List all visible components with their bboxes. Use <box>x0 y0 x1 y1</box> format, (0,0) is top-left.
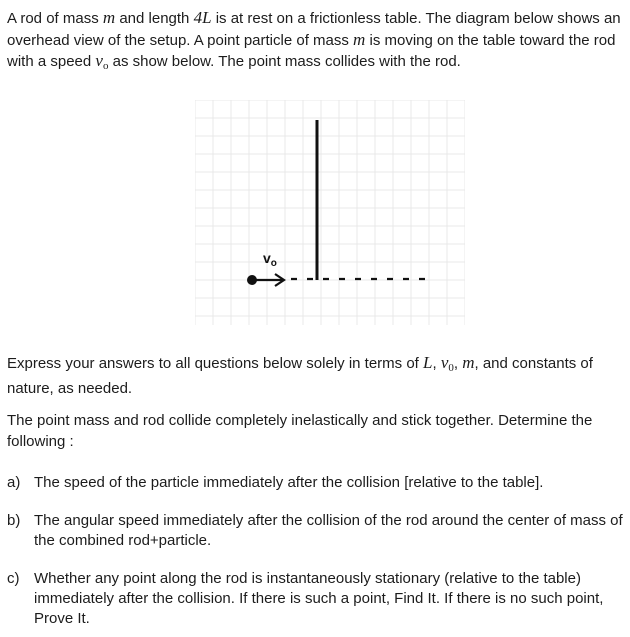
scenario: The point mass and rod collide completely inelastically and stick together. Determine the following : <box>7 412 593 450</box>
instructions: Express your answers to all questions below solely in terms of L, $v_0$, m, and constants of nature, as needed. <box>7 353 593 397</box>
length-symbol: 4L <box>193 8 212 27</box>
overhead-diagram <box>195 100 465 325</box>
grid <box>195 100 465 325</box>
speed-symbol: v <box>95 51 103 70</box>
mass-symbol: m <box>353 29 366 49</box>
problem-intro: A rod of mass m and length 4L is at rest on a frictionless table. The diagram below shows an overhead view of the setup. A point particle of mass m is moving on the table toward the rod with a speed $v_o$ as show below. The point mass collides with the rod. <box>7 8 621 72</box>
velocity-label: $v_o$ <box>263 250 277 269</box>
mass-symbol: m <box>102 8 116 27</box>
